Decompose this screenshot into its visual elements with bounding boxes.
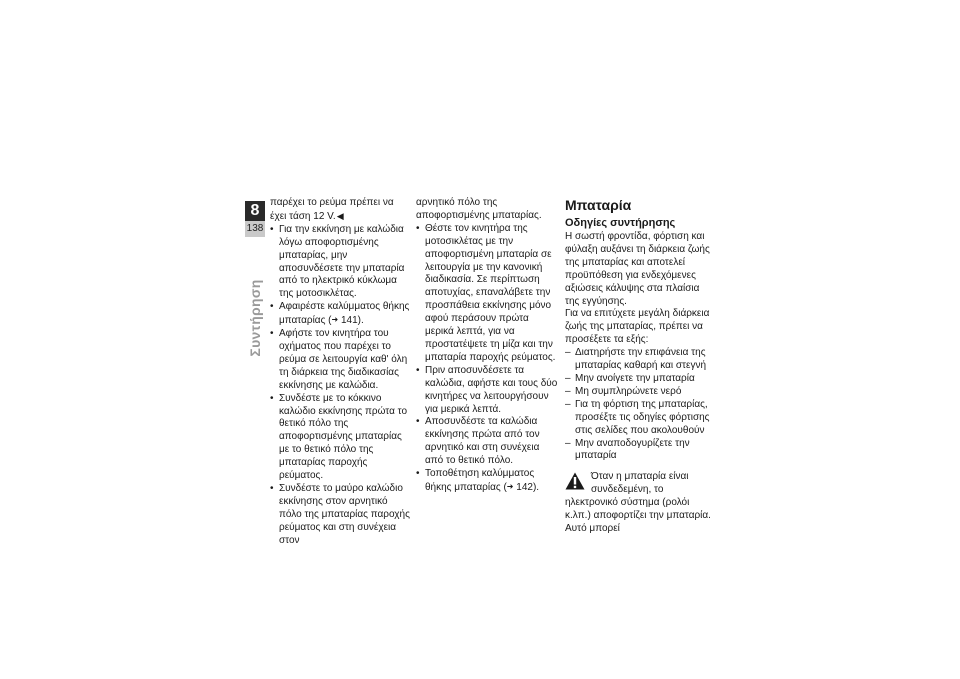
paragraph: Η σωστή φροντίδα, φόρτιση και φύλαξη αυξάνει τη διάρκεια ζωής της μπαταρίας και αποτελεί προϋπόθεση για ενδεχόμενες αξιώσεις κάλυψης στα πλαίσια της εγγύησης. [565,231,710,307]
paragraph: Για να επιτύχετε μεγάλη διάρκεια ζωής της μπαταρίας, πρέπει να προσέξετε τα εξής: [565,308,710,346]
list-item: • Συνδέστε με το κόκκινο καλώδιο εκκίνησης πρώτα το θετικό πόλο της αποφορτισμένης μπαταρίας με το θετικό πόλο της μπαταρίας παροχής ρεύματος. [270,393,410,483]
list-item: • Για την εκκίνηση με καλώδια λόγω αποφορτισμένης μπαταρίας, μην αποσυνδέσετε την μπαταρία από το ηλεκτρικό κύκλωμα της μοτοσικλέτας. [270,224,410,301]
text-column-2 [416,197,558,495]
page-number: 138 [245,221,265,237]
warning-triangle-icon [565,472,585,490]
list-item: • Αποσυνδέστε τα καλώδια εκκίνησης πρώτα από τον αρνητικό και στη συνέχεια από το θετικό πόλο. [416,416,558,468]
list-item: • Αφαιρέστε καλύμματος θήκης μπαταρίας (➜ 141). [270,301,410,328]
list-item: • Θέστε τον κινητήρα της μοτοσικλέτας με την αποφορτισμένη μπαταρία σε λειτουργία με την κανονική διαδικασία. Σε περίπτωση αποτυχίας, επαναλάβετε την προσπάθεια εκκίνησης μόνο αφού περάσουν πρώτα μερικά λεπτά, για να προστατέψετε τη μίζα και την μπαταρία παροχής ρεύματος. [416,223,558,365]
section-title-text: Συντήρηση [247,279,263,357]
list-item: • Αφήστε τον κινητήρα του οχήματος που παρέχει το ρεύμα σε λειτουργία καθ' όλη τη διάρκεια της διαδικασίας εκκίνησης με καλώδια. [270,328,410,393]
list-item: – Διατηρήστε την επιφάνεια της μπαταρίας καθαρή και στεγνή [565,347,711,373]
chapter-number: 8 [245,201,265,221]
dash-list [565,347,711,463]
list-item: – Μη συμπληρώνετε νερό [565,386,711,399]
text-column-1 [270,197,410,547]
continuation-paragraph: αρνητικό πόλο της αποφορτισμένης μπαταρίας. [416,197,542,221]
list-item: • Συνδέστε το μαύρο καλώδιο εκκίνησης στον αρνητικό πόλο της μπαταρίας παροχής ρεύματος και στη συνέχεια στον [270,483,410,548]
end-mark-icon: ◀ [336,210,344,221]
bullet-list [270,224,410,548]
section-heading: Μπαταρία [565,197,632,213]
section-title-vertical [245,278,265,358]
list-item: – Μην ανοίγετε την μπαταρία [565,373,711,386]
intro-paragraph: παρέχει το ρεύμα πρέπει να έχει τάση 12 V.◀ [270,197,394,222]
warning-text: Όταν η μπαταρία είναι συνδεδεμένη, το ηλεκτρονικό σύστημα (ρολόι κ.λπ.) αποφορτίζει την μπαταρία. Αυτό μπορεί [565,471,711,534]
text-column-3 [565,197,711,536]
warning-note [565,471,711,536]
page-reference-arrow-icon: ➜ [506,481,514,491]
page-reference-arrow-icon: ➜ [331,315,339,325]
chapter-tab [245,201,265,237]
list-item: • Πριν αποσυνδέσετε τα καλώδια, αφήστε και τους δύο κινητήρες να λειτουργήσουν για μερικά λεπτά. [416,365,558,417]
subsection-heading: Οδηγίες συντήρησης [565,217,676,229]
list-item: • Τοποθέτηση καλύμματος θήκης μπαταρίας (➜ 142). [416,468,558,495]
list-item: – Μην αναποδογυρίζετε την μπαταρία [565,438,711,464]
bullet-list [416,223,558,495]
list-item: – Για τη φόρτιση της μπαταρίας, προσέξτε τις οδηγίες φόρτισης στις σελίδες που ακολουθούν [565,399,711,438]
